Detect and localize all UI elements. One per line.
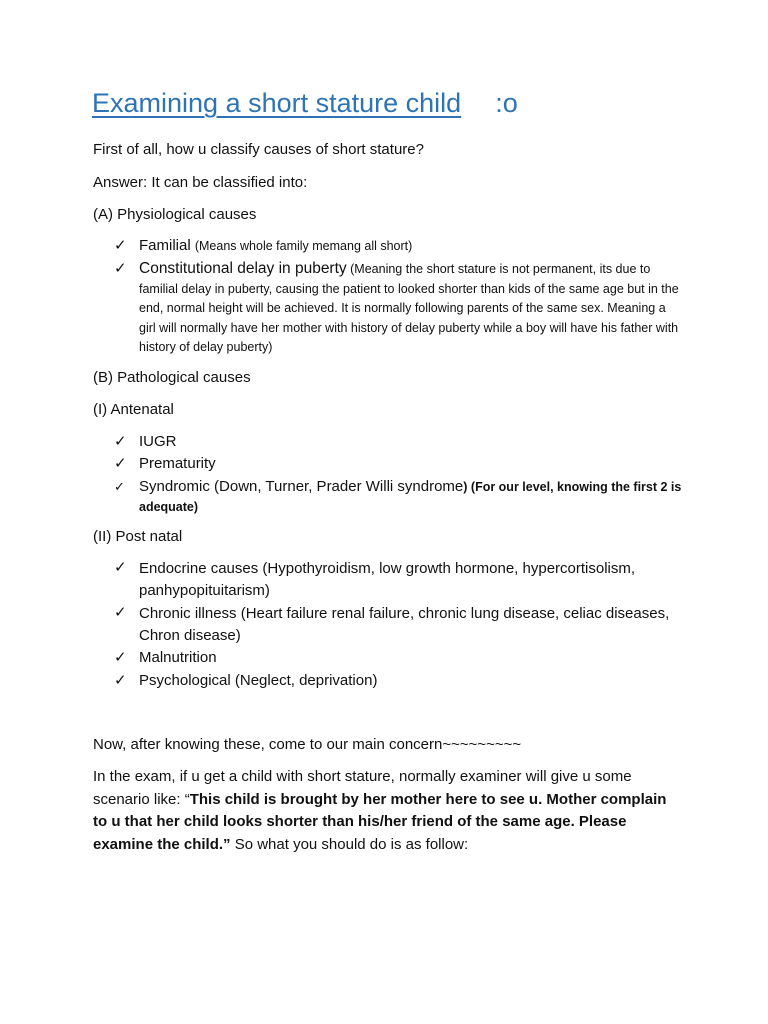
item-note: (Meaning the short stature is not permanent, its due to familial delay in puberty, causing the patient to looked shorter than kids of the same age but in the end, normal height will be achieved. It is normally following parents of the same sex. Meaning a girl will normally have her mother with history of delay puberty while a boy will have his father with history of delay puberty) xyxy=(139,262,679,354)
scenario-lead: In the exam, if u get a child with short stature, normally examiner will give u some scenario like: “ xyxy=(93,768,632,808)
item-note: (Means whole family memang all short) xyxy=(194,239,413,253)
check-icon: ✓ xyxy=(114,479,125,494)
postnatal-heading: (II) Post natal xyxy=(93,528,183,545)
check-icon: ✓ xyxy=(114,559,127,576)
check-icon: ✓ xyxy=(114,433,127,450)
answer-intro: Answer: It can be classified into: xyxy=(93,174,308,191)
item-term: Chronic illness (Heart failure renal failure, chronic lung disease, celiac diseases, Chron disease) xyxy=(139,605,670,644)
list-item-text xyxy=(139,454,684,474)
physiological-heading: (A) Physiological causes xyxy=(93,206,257,223)
pathological-heading: (B) Pathological causes xyxy=(93,369,251,386)
item-term: Prematurity xyxy=(139,455,216,472)
check-icon: ✓ xyxy=(114,237,127,254)
item-term: Psychological (Neglect, deprivation) xyxy=(139,672,378,689)
list-item-text xyxy=(139,259,684,358)
check-icon: ✓ xyxy=(114,604,127,621)
item-term: Familial xyxy=(139,237,191,254)
antenatal-heading: (I) Antenatal xyxy=(93,401,174,418)
list-item-text xyxy=(139,603,684,647)
list-item-text xyxy=(139,236,684,257)
intro-question: First of all, how u classify causes of short stature? xyxy=(93,141,424,158)
main-concern: Now, after knowing these, come to our main concern~~~~~~~~~ xyxy=(93,736,522,753)
scenario-paragraph xyxy=(93,766,683,856)
item-term: IUGR xyxy=(139,433,177,450)
item-term: Constitutional delay in puberty xyxy=(139,260,347,277)
check-icon: ✓ xyxy=(114,649,127,666)
list-item-text xyxy=(139,671,684,691)
check-icon: ✓ xyxy=(114,455,127,472)
page-title-emoticon: :o xyxy=(495,88,518,118)
item-note: ) (For our level, knowing the first 2 is adequate) xyxy=(139,480,682,514)
list-item-text xyxy=(139,558,684,602)
item-term: Endocrine causes (Hypothyroidism, low growth hormone, hypercortisolism, panhypopituitarism) xyxy=(139,560,636,599)
item-term: Syndromic (Down, Turner, Prader Willi syndrome xyxy=(139,478,464,495)
scenario-quote: This child is brought by her mother here to see u. Mother complain to u that her child looks shorter than his/her friend of the same age. Please examine the child.” xyxy=(93,790,667,853)
check-icon: ✓ xyxy=(114,260,127,277)
page-title xyxy=(92,88,518,119)
page-title-text: Examining a short stature child xyxy=(92,88,462,118)
check-icon: ✓ xyxy=(114,672,127,689)
item-term: Malnutrition xyxy=(139,649,217,666)
list-item-text xyxy=(139,432,684,452)
list-item-text xyxy=(139,648,684,668)
list-item-text xyxy=(139,477,684,517)
scenario-tail: So what you should do is as follow: xyxy=(230,835,469,853)
